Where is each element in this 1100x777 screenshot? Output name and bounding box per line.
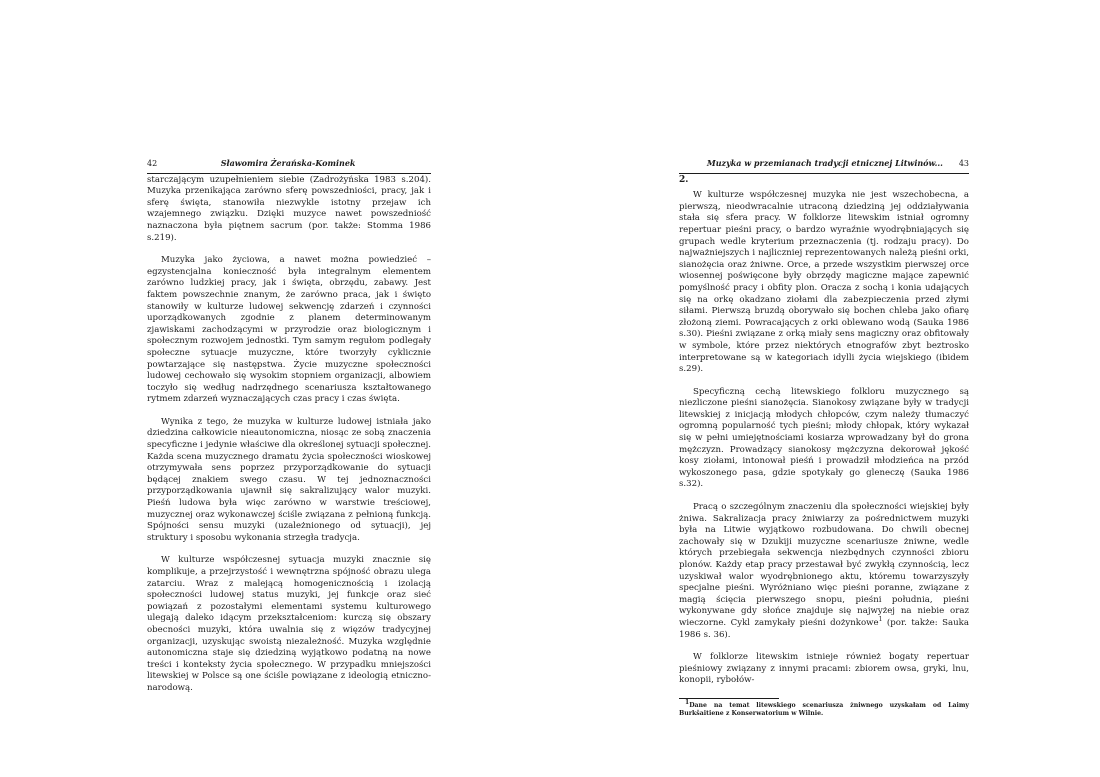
paragraph: starczającym uzupełnieniem siebie (Zadrożyńska 1983 s.204). Muzyka przenikająca zarówno sferę powszedniości, pracy, jak i sferę święta, stanowiła niezwykle istotny przejaw ich wzajemnego związku. Dzięki muzyce nawet powszedniość naznaczona była piętnem sacrum (por. także: Stomma 1986 s.219). [147, 174, 431, 243]
paragraph-text: Pracą o szczególnym znaczeniu dla społeczności wiejskiej były żniwa. Sakralizacja pracy żniwiarzy za pośrednictwem muzyki była na Litwie wyjątkowo rozbudowana. Do chwili obecnej zachowały się w Dzukiji muzyczne scenariusze żniwne, wedle których przebiegała sekwencja niezbędnych czynności zbioru plonów. Każdy etap pracy przestawał być zwykłą czynnością, lecz uzyskiwał walor wyodrębnionego aktu, któremu towarzyszyły specjalne pieśni. Wyróżniano więc pieśni poranne, związane z magią ścięcia pierwszego snopu, pieśni południa, pieśni wykonywane gdy słońce znajduje się najwyżej na niebie oraz wieczorne. Cykl zamykały pieśni dożynkowe [679, 502, 969, 628]
running-head [679, 158, 969, 170]
running-head [147, 158, 431, 170]
page-number: 43 [958, 159, 969, 168]
footnote [679, 698, 969, 718]
paragraph: Muzyka jako życiowa, a nawet można powiedzieć – egzystencjalna konieczność była integralnym elementem zarówno ludzkiej pracy, jak i święta, obrzędu, zabawy. Jest faktem powszechnie znanym, że zarówno praca, jak i święto stanowiły w kulturze ludowej sekwencję zdarzeń i czynności uporządkowanych zgodnie z planem determinowanym zjawiskami zachodzącymi w przyrodzie oraz biologicznym i społecznym rozwojem jednostki. Tym samym regułom podlegały społeczne sytuacje muzyczne, które tworzyły cyklicznie powtarzające się następstwa. Życie muzyczne społeczności ludowej cechowało się wysokim stopniem organizacji, albowiem toczyło się według nadrzędnego scenariusza kształtowanego rytmem zdarzeń wyznaczających czas pracy i czas święta. [147, 255, 431, 405]
paragraph-text-tail: (por. także: Sauka 1986 s. 36). [679, 617, 969, 640]
page-number: 42 [147, 159, 158, 168]
header-rule [147, 173, 431, 174]
paragraph: W kulturze współczesnej muzyka nie jest wszechobecna, a pierwszą, nieodwracalnie utraconą dziedziną jej oddziaływania stała się sfera pracy. W folklorze litewskim istniał ogromny repertuar pieśni pracy, o bardzo wyraźnie wyodrębniających się grupach wedle kryterium przeznaczenia (tj. rodzaju pracy). Do najważniejszych i najliczniej reprezentowanych należą pieśni orki, sianożęcia oraz żniwne. Orce, a przede wszystkim pierwszej orce wiosennej poświęcone były obrzędy magiczne mające zapewnić pomyślność pracy i obfity plon. Oracza z sochą i konia udających się na orkę okadzano ziołami dla zabezpieczenia przed złymi siłami. Pierwszą bruzdą oborywało się bochen chleba jako ofiarę złożoną ziemi. Powracających z orki oblewano wodą (Sauka 1986 s.30). Pieśni związane z orką miały sens magiczny oraz obfitowały w symbole, które przez niektórych etnografów zbyt beztrosko interpretowane są w kategoriach idylli życia wiejskiego (ibidem s.29). [679, 190, 969, 375]
running-title: Muzyka w przemianach tradycji etnicznej Litwinów... [706, 158, 943, 168]
header-rule [679, 173, 969, 174]
section-number: 2. [679, 174, 689, 185]
right-page [679, 158, 969, 718]
paragraph: W folklorze litewskim istnieje również bogaty repertuar pieśniowy związany z innymi pracami: zbiorem owsa, gryki, lnu, konopii, rybołów- [679, 652, 969, 686]
paragraph: W kulturze współczesnej sytuacja muzyki znacznie się komplikuje, a przejrzystość i wewnętrzna spójność obrazu ulega zatarciu. Wraz z malejącą homogenicznością i izolacją społeczności ludowej status muzyki, jej funkcje oraz sieć powiązań z pozostałymi elementami systemu kulturowego ulegają daleko idącym przekształceniom: kurczą się obszary obecności muzyki, która uwalnia się z więzów tradycyjnej organizacji, uzyskując swoistą niezależność. Muzyka względnie autonomiczna staje się dziedziną wyjątkowo podatną na nowe treści i konteksty życia społecznego. W przypadku mniejszości litewskiej w Polsce są one ściśle powiązane z ideologią etniczno-narodową. [147, 555, 431, 693]
paragraph [679, 502, 969, 641]
footnote-rule [679, 698, 779, 699]
footnote-mark: 1 [685, 698, 690, 706]
paragraph: Wynika z tego, że muzyka w kulturze ludowej istniała jako dziedzina całkowicie nieautonomiczna, niosąc ze sobą znaczenia specyficzne i jedynie właściwe dla określonej sytuacji społecznej. Każda scena muzycznego dramatu życia społeczności wioskowej otrzymywała sens poprzez przyporządkowanie do sytuacji będącej znakiem swego czasu. W tej jednoznaczności przyporządkowania ujawnił się sakralizujący walor muzyki. Pieśń ludowa była więc zarówno w warstwie treściowej, muzycznej oraz wykonawczej ściśle związana z pełnioną funkcją. Spójności sensu muzyki (uzależnionego od sytuacji), jej struktury i sposobu wykonania strzegła tradycja. [147, 416, 431, 543]
running-title: Sławomira Żerańska-Kominek [220, 158, 356, 168]
footnote-text: Dane na temat litewskiego scenariusza żniwnego uzyskałam od Laimy Burkšaitiene z Konserwatorium w Wilnie. [679, 701, 969, 717]
paragraph: Specyficzną cechą litewskiego folkloru muzycznego są niezliczone pieśni sianożęcia. Sianokosy związane były w tradycji litewskiej z inicjacją młodych chłopców, czym należy tłumaczyć ogromną popularność tych pieśni; młody chłopak, który wykazał się w pełni umiejętnościami kosiarza wprowadzany był do grona mężczyzn. Prowadzący sianokosy mężczyzna dekorował jękość kosy ziołami, intonował pieśń i prowadził młodzieńca na przód wykoszonego pasa, gdzie spotykały go gleneczę (Sauka 1986 s.32). [679, 386, 969, 490]
left-page [147, 158, 431, 706]
footnote-mark: 1 [878, 616, 883, 624]
